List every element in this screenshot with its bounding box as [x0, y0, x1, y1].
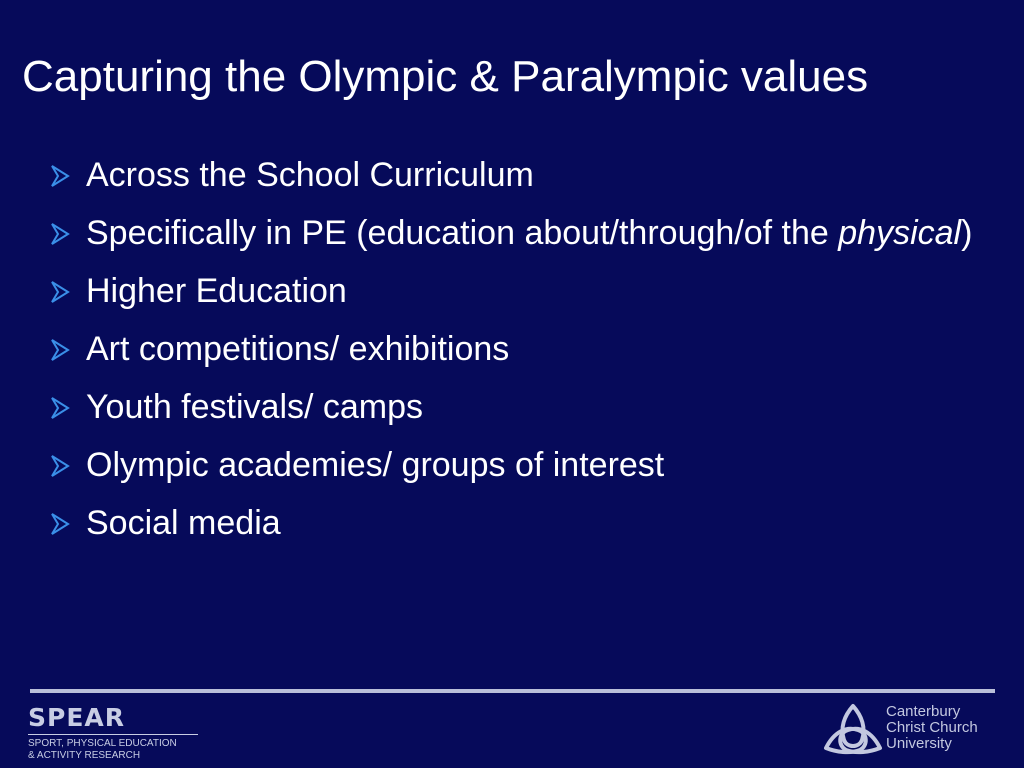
- arrowhead-bullet-icon: [50, 165, 70, 187]
- bullet-text: Social media: [86, 504, 281, 542]
- university-logo-text: [886, 704, 978, 752]
- spear-logo-subtitle-line: SPORT, PHYSICAL EDUCATION: [28, 738, 177, 749]
- bullet-text: Youth festivals/ camps: [86, 388, 424, 426]
- bullet-item: [50, 266, 990, 316]
- spear-logo-subtitle-line: & ACTIVITY RESEARCH: [28, 750, 141, 761]
- arrowhead-bullet-icon: [50, 339, 70, 361]
- spear-logo: [28, 704, 208, 764]
- arrowhead-bullet-icon: [50, 223, 70, 245]
- bullet-item: [50, 208, 990, 258]
- arrowhead-bullet-icon: [50, 513, 70, 535]
- bullet-suffix: ): [961, 214, 973, 252]
- spear-logo-name: SPEAR: [28, 703, 126, 732]
- university-logo: [822, 702, 1012, 762]
- bullet-text: Higher Education: [86, 272, 347, 310]
- bullet-text: Art competitions/ exhibitions: [86, 330, 510, 368]
- university-logo-line: Canterbury: [886, 703, 961, 720]
- footer-divider: [30, 689, 995, 693]
- bullet-item: [50, 382, 990, 432]
- arrowhead-bullet-icon: [50, 455, 70, 477]
- bullet-item: [50, 150, 990, 200]
- bullet-text: Specifically in PE (education about/through/of the: [86, 214, 839, 252]
- university-logo-line: University: [886, 735, 952, 752]
- canterbury-christ-church-logo-icon: [822, 702, 884, 756]
- bullet-item: [50, 324, 990, 374]
- bullet-item: [50, 440, 990, 490]
- arrowhead-bullet-icon: [50, 281, 70, 303]
- bullet-emphasis: physical: [838, 214, 962, 252]
- spear-logo-rule: [28, 734, 198, 735]
- bullet-text: Olympic academies/ groups of interest: [86, 446, 665, 484]
- spear-logo-subtitle: [28, 738, 177, 762]
- bullet-item: [50, 498, 990, 548]
- university-logo-line: Christ Church: [886, 719, 978, 736]
- arrowhead-bullet-icon: [50, 397, 70, 419]
- slide-title: Capturing the Olympic & Paralympic values: [22, 52, 869, 101]
- bullet-list: [50, 150, 990, 556]
- bullet-text: Across the School Curriculum: [86, 156, 534, 194]
